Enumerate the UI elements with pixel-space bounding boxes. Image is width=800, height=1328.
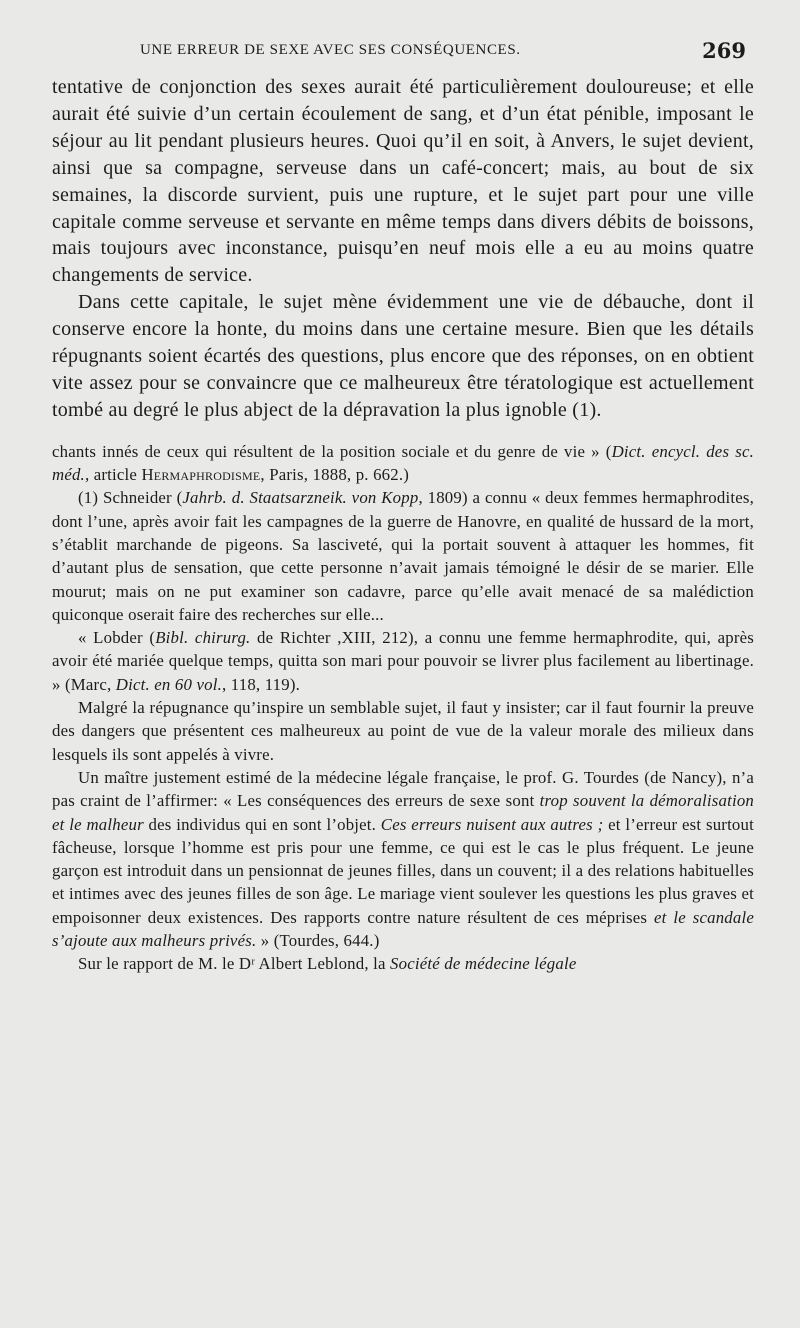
running-head (52, 38, 754, 74)
footnote-1-quote: « Lobder (Bibl. chirurg. de Richter ,XIII, 212), a connu une femme hermaphrodite, qui, après avoir été mariée quelque temps, quitta son mari pour pouvoir se livrer plus facilement au libertinage. » (Marc, Dict. en 60 vol., 118, 119). (52, 628, 754, 694)
main-text (52, 74, 754, 424)
paragraph-1: tentative de conjonction des sexes aurait été particulièrement douloureuse; et elle aurait été suivie d’un certain écoulement de sang, et d’un état pénible, imposant le séjour au lit pendant plusieurs heures. Quoi qu’il en soit, à Anvers, le sujet devient, ainsi que sa compagne, serveuse dans un café-concert; mais, au bout de six semaines, la discorde survient, puis une rupture, et le sujet part pour une ville capitale comme serveuse et servante en même temps dans divers débits de boissons, mais toujours avec inconstance, puisqu’en neuf mois elle a eu au moins quatre changements de service. (52, 76, 754, 287)
section-gap (52, 424, 754, 440)
paragraph-4: Un maître justement estimé de la médecine légale française, le prof. G. Tourdes (de Nancy), n’a pas craint de l’affirmer: « Les conséquences des erreurs de sexe sont trop souvent la démoralisation et le malheur des individus qui en sont l’objet. Ces erreurs nuisent aux autres ; et l’erreur est surtout fâcheuse, lorsque l’homme est pris pour une femme, ce qui est le cas le plus fréquent. Le jeune garçon est introduit dans un pensionnat de jeunes filles, dans un couvent; il a des relations habituelles et intimes avec des jeunes filles de son âge. Le mariage vient soulever les questions les plus graves et empoisonner deux existences. Des rapports contre nature résultent de ces méprises et le scandale s’ajoute aux malheurs privés. » (Tourdes, 644.) (52, 767, 754, 951)
small-body-text (52, 696, 754, 976)
page-number: 269 (702, 38, 746, 63)
running-title: UNE ERREUR DE SEXE AVEC SES CONSÉQUENCES. (140, 42, 521, 58)
footnote-continuation: chants innés de ceux qui résultent de la position sociale et du genre de vie » (Dict. encycl. des sc. méd., article Hermaphrodisme, Paris, 1888, p. 662.) (52, 441, 754, 485)
paragraph-5: Sur le rapport de M. le Dʳ Albert Leblond, la Société de médecine légale (78, 954, 577, 974)
footnotes (52, 440, 754, 696)
footnote-1: (1) Schneider (Jahrb. d. Staatsarzneik. von Kopp, 1809) a connu « deux femmes hermaphrodites, dont l’une, après avoir fait les campagnes de la guerre de Hanovre, en qualité de hussard de la mort, s’établit marchande de pigeons. Sa lasciveté, qui la portait souvent à attaquer les hommes, fit d’autant plus de sensation, que cette personne n’avait jamais témoigné le désir de se marier. Elle mourut; mais on ne put examiner son cadavre, parce qu’elle avait menacé de sa malédiction quiconque oserait faire des recherches sur elle... (52, 488, 754, 624)
paragraph-3: Malgré la répugnance qu’inspire un semblable sujet, il faut y insister; car il faut fournir la preuve des dangers que présentent ces malheureux au point de vue de la valeur morale des milieux dans lesquels ils sont appelés à vivre. (52, 698, 754, 764)
paragraph-2: Dans cette capitale, le sujet mène évidemment une vie de débauche, dont il conserve encore la honte, du moins dans une certaine mesure. Bien que les détails répugnants soient écartés des questions, plus encore que des réponses, on en obtient vite assez pour se convaincre que ce malheureux être tératologique est actuellement tombé au degré le plus abject de la dépravation la plus ignoble (1). (52, 291, 754, 421)
